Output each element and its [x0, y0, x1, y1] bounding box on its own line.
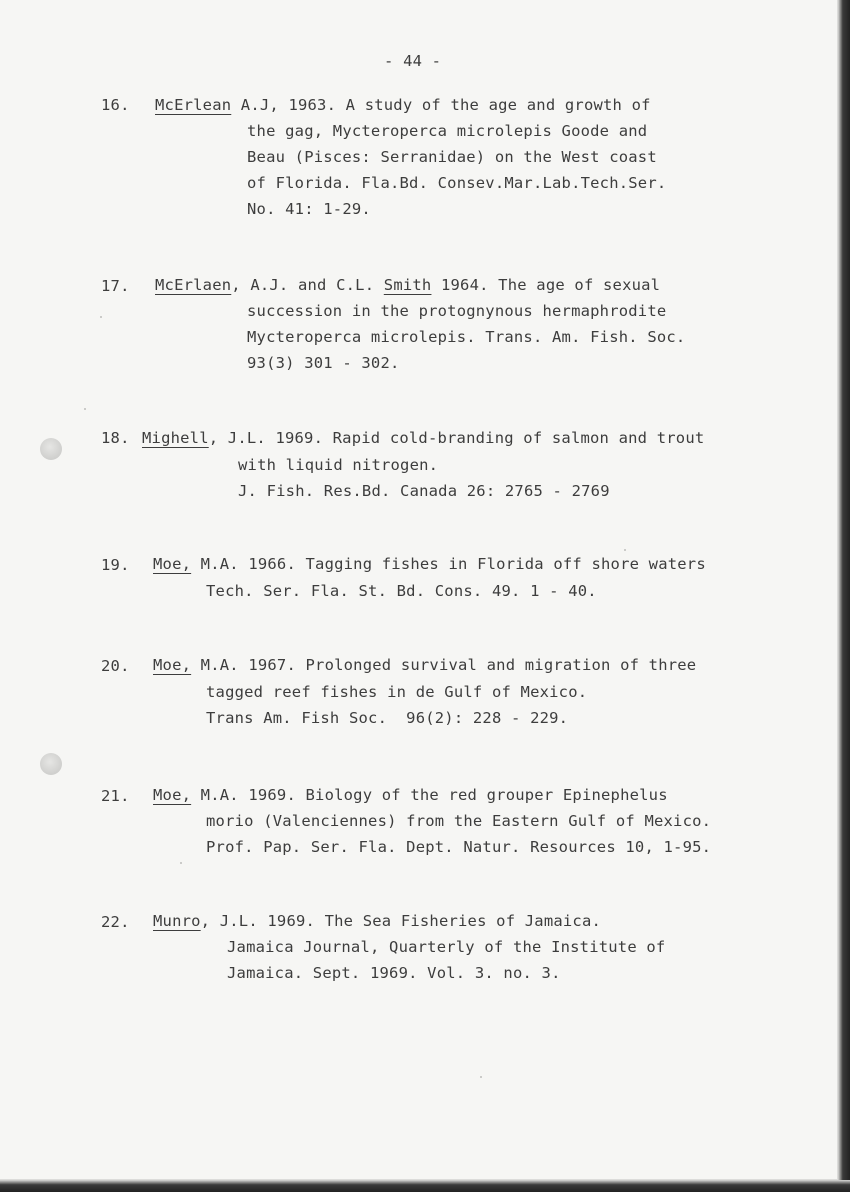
reference-text: M.A. 1967. Prolonged survival and migration of three	[191, 656, 697, 674]
reference-number: 17.	[101, 277, 130, 295]
reference-line: No. 41: 1-29.	[247, 200, 371, 218]
reference-line: J. Fish. Res.Bd. Canada 26: 2765 - 2769	[238, 482, 610, 500]
reference-line: Trans Am. Fish Soc. 96(2): 228 - 229.	[206, 709, 569, 727]
reference-line: the gag, Mycteroperca microlepis Goode and	[247, 122, 648, 140]
reference-line: Beau (Pisces: Serranidae) on the West coast	[247, 148, 657, 166]
reference-number: 20.	[101, 657, 130, 675]
reference-text: M.A. 1969. Biology of the red grouper Epinephelus	[191, 786, 668, 804]
reference-text: 1964. The age of sexual	[431, 276, 661, 294]
reference-line: 93(3) 301 - 302.	[247, 354, 400, 372]
reference-text: A.J, 1963. A study of the age and growth of	[231, 96, 651, 114]
reference-line: with liquid nitrogen.	[238, 456, 439, 474]
reference-line: Jamaica Journal, Quarterly of the Institute of	[227, 938, 666, 956]
reference-author: Munro	[153, 912, 201, 930]
punch-hole	[40, 438, 62, 460]
reference-first-line	[153, 908, 601, 934]
reference-line: of Florida. Fla.Bd. Consev.Mar.Lab.Tech.Ser.	[247, 174, 667, 192]
reference-author: Moe,	[153, 555, 192, 573]
reference-author: McErlean	[155, 96, 232, 114]
paper-speck	[84, 408, 86, 410]
scan-edge-bottom	[0, 1180, 850, 1192]
reference-line: succession in the protognynous hermaphrodite	[247, 302, 667, 320]
paper-speck	[100, 316, 102, 318]
reference-coauthor: Smith	[383, 276, 432, 294]
reference-number: 19.	[101, 556, 130, 574]
reference-first-line	[153, 652, 696, 678]
reference-author: Moe,	[153, 656, 192, 674]
reference-text: M.A. 1966. Tagging fishes in Florida off shore waters	[191, 555, 706, 573]
reference-author: McErlaen	[155, 276, 232, 294]
reference-number: 18.	[101, 429, 130, 447]
reference-first-line	[153, 551, 706, 577]
paper-speck	[180, 862, 182, 864]
reference-line: morio (Valenciennes) from the Eastern Gulf of Mexico.	[206, 812, 712, 830]
reference-line: Tech. Ser. Fla. St. Bd. Cons. 49. 1 - 40.	[206, 582, 597, 600]
reference-number: 16.	[101, 96, 130, 114]
reference-author: Moe,	[153, 786, 192, 804]
reference-line: Prof. Pap. Ser. Fla. Dept. Natur. Resources 10, 1-95.	[206, 838, 712, 856]
reference-first-line	[155, 272, 660, 298]
reference-number: 22.	[101, 913, 130, 931]
reference-first-line	[155, 92, 651, 118]
punch-hole	[40, 753, 62, 775]
reference-first-line	[153, 782, 668, 808]
reference-line: tagged reef fishes in de Gulf of Mexico.	[206, 683, 588, 701]
reference-line: Mycteroperca microlepis. Trans. Am. Fish. Soc.	[247, 328, 686, 346]
reference-first-line	[142, 425, 704, 451]
page-number: - 44 -	[384, 52, 442, 70]
reference-text: , J.L. 1969. The Sea Fisheries of Jamaica.	[200, 912, 602, 930]
paper-speck	[480, 1076, 482, 1078]
reference-text: , A.J. and C.L.	[231, 276, 384, 294]
reference-line: Jamaica. Sept. 1969. Vol. 3. no. 3.	[227, 964, 561, 982]
scan-edge-right	[838, 0, 850, 1192]
reference-number: 21.	[101, 787, 130, 805]
reference-text: , J.L. 1969. Rapid cold-branding of salmon and trout	[208, 429, 705, 447]
reference-author: Mighell	[142, 429, 209, 447]
